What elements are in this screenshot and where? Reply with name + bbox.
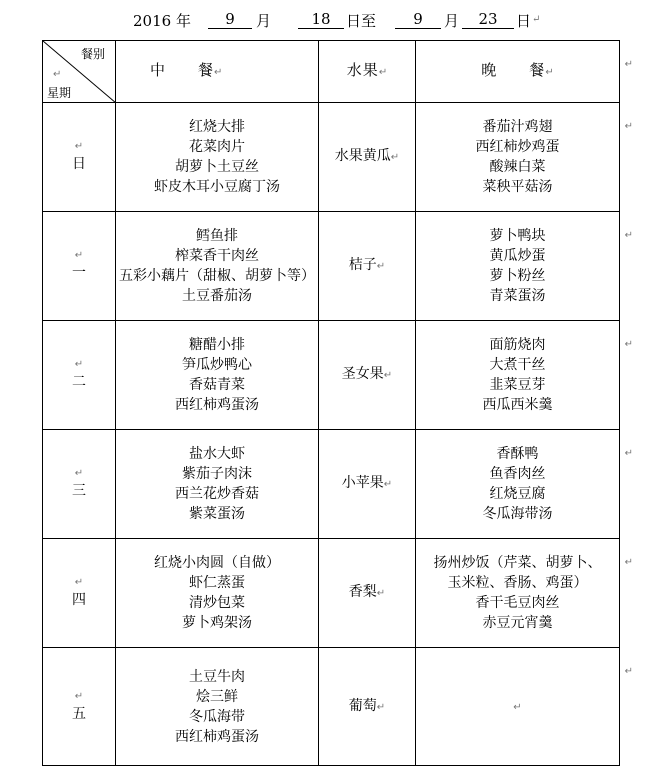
lunch-cell: [116, 212, 319, 321]
lunch-dish: 西兰花炒香菇: [175, 486, 259, 502]
corner-meal-label: 餐别: [80, 47, 105, 61]
row-end-mark-icon: ↵: [624, 339, 633, 350]
paragraph-mark-icon: ↵: [383, 370, 393, 381]
day-to-label: 日至: [346, 12, 377, 30]
corner-header-cell: [43, 41, 116, 103]
dinner-dish: 青菜蛋汤: [489, 288, 546, 304]
weekday-label: 五: [72, 705, 86, 722]
fruit-column-header: 水果↵: [319, 41, 416, 103]
dinner-dish: 萝卜鸭块: [489, 228, 546, 244]
end-month-label: 月: [444, 12, 460, 30]
lunch-cell: [116, 539, 319, 648]
end-month-value: 9: [395, 10, 441, 29]
lunch-dish: 花菜肉片: [189, 139, 245, 155]
weekday-label: 四: [72, 592, 86, 608]
dinner-column-header: 晚 餐↵ ↵: [416, 41, 620, 103]
dinner-dish: 香酥鸭: [496, 446, 539, 462]
table-row: [43, 430, 620, 539]
dinner-dish: 玉米粒、香肠、鸡蛋）: [447, 575, 588, 591]
lunch-dish: 鳕鱼排: [196, 228, 238, 244]
dinner-cell: [416, 103, 633, 212]
lunch-dish: 榨菜香干肉丝: [175, 248, 259, 264]
fruit-cell: [319, 430, 416, 539]
weekday-cell: ↵ 一: [43, 212, 116, 321]
weekday-cell: ↵ 三: [43, 430, 116, 539]
dinner-dish: 萝卜粉丝: [489, 268, 546, 284]
weekday-label: 三: [72, 483, 86, 499]
row-end-mark-icon: ↵: [624, 666, 633, 677]
dinner-cell: [416, 430, 633, 539]
weekday-cell: ↵ 二: [43, 321, 116, 430]
paragraph-mark-icon: ↵: [532, 14, 541, 25]
fruit-name: 圣女果: [341, 366, 384, 382]
dinner-dish: 西瓜西米羹: [482, 397, 553, 413]
lunch-cell: [116, 103, 319, 212]
dinner-dish: 酸辣白菜: [489, 159, 546, 175]
lunch-dish: 虾仁蒸蛋: [189, 575, 245, 591]
paragraph-mark-icon: ↵: [53, 69, 62, 80]
fruit-cell: [319, 103, 416, 212]
menu-title: [0, 6, 652, 32]
lunch-cell: [116, 321, 319, 430]
year-label: 2016 年: [133, 12, 191, 30]
paragraph-mark-icon: ↵: [383, 479, 393, 490]
weekday-cell: ↵ 五: [43, 648, 116, 766]
table-row: [43, 539, 620, 648]
lunch-dish: 土豆番茄汤: [182, 288, 252, 304]
fruit-name: 葡萄: [348, 697, 377, 714]
lunch-dish: 清炒包菜: [189, 595, 245, 611]
dinner-dish: 西红柿炒鸡蛋: [475, 139, 560, 155]
fruit-name: 桔子: [348, 257, 377, 273]
row-end-mark-icon: ↵: [624, 121, 633, 132]
lunch-column-header: 中 餐↵: [116, 41, 319, 103]
lunch-dish: 萝卜鸡架汤: [182, 615, 252, 631]
lunch-cell: [116, 430, 319, 539]
dinner-dish: 鱼香肉丝: [489, 466, 546, 482]
dinner-cell: [416, 539, 633, 648]
weekly-menu-table: [42, 40, 633, 766]
lunch-dish: 胡萝卜土豆丝: [175, 159, 259, 175]
day-label: 日: [516, 12, 532, 30]
table-row: [43, 103, 620, 212]
fruit-name: 小苹果: [341, 475, 384, 491]
lunch-dish: 香菇青菜: [189, 377, 245, 393]
row-end-mark-icon: ↵: [624, 230, 633, 241]
paragraph-mark-icon: ↵: [513, 701, 522, 713]
dinner-dish: 香干毛豆肉丝: [475, 595, 560, 611]
lunch-dish: 紫茄子肉沫: [182, 466, 252, 482]
paragraph-mark-icon: ↵: [376, 588, 386, 599]
paragraph-mark-icon: ↵: [376, 261, 386, 272]
end-day-value: 23: [462, 10, 514, 29]
start-day-value: 18: [298, 10, 344, 29]
lunch-dish: 五彩小藕片（甜椒、胡萝卜等）: [119, 268, 315, 284]
lunch-dish: 紫菜蛋汤: [189, 506, 245, 522]
lunch-dish: 红烧小肉圆（自做）: [154, 555, 280, 571]
row-end-mark-icon: ↵: [624, 59, 633, 70]
fruit-name: 香梨: [348, 584, 377, 600]
lunch-dish: 红烧大排: [189, 119, 245, 135]
row-end-mark-icon: ↵: [624, 448, 633, 459]
dinner-dish: 菜秧平菇汤: [482, 179, 553, 195]
weekday-cell: ↵ 四: [43, 539, 116, 648]
dinner-dish: 冬瓜海带汤: [482, 506, 553, 522]
row-end-mark-icon: ↵: [624, 557, 633, 568]
lunch-dish: 虾皮木耳小豆腐丁汤: [154, 179, 280, 195]
table-row: [43, 321, 620, 430]
fruit-cell: [319, 321, 416, 430]
dinner-dish: 扬州炒饭（芹菜、胡萝卜、: [433, 555, 602, 571]
fruit-name: 水果黄瓜: [334, 148, 391, 164]
weekday-label: 二: [72, 374, 86, 390]
lunch-dish: 土豆牛肉: [189, 668, 245, 685]
paragraph-mark-icon: ↵: [390, 152, 400, 163]
month-label: 月: [256, 12, 272, 30]
dinner-dish: 面筋烧肉: [489, 337, 546, 353]
weekday-cell: ↵ 日: [43, 103, 116, 212]
dinner-dish: 红烧豆腐: [489, 486, 546, 502]
dinner-dish: 番茄汁鸡翅: [482, 119, 553, 135]
lunch-dish: 西红柿鸡蛋汤: [175, 728, 259, 745]
lunch-dish: 西红柿鸡蛋汤: [175, 397, 259, 413]
dinner-dish: 黄瓜炒蛋: [489, 248, 546, 264]
dinner-dish: 赤豆元宵羹: [482, 615, 553, 631]
table-row: [43, 648, 620, 766]
lunch-cell: [116, 648, 319, 766]
lunch-dish: 糖醋小排: [189, 337, 245, 353]
weekday-label: 一: [72, 265, 86, 281]
dinner-cell: [416, 212, 633, 321]
dinner-cell: [416, 648, 633, 766]
dinner-dish: 韭菜豆芽: [489, 377, 546, 393]
fruit-cell: [319, 539, 416, 648]
corner-weekday-label: 星期: [47, 86, 72, 100]
lunch-dish: 笋瓜炒鸭心: [182, 357, 252, 373]
lunch-dish: 盐水大虾: [189, 446, 245, 462]
lunch-dish: 烩三鲜: [196, 688, 238, 705]
fruit-cell: [319, 212, 416, 321]
dinner-cell: [416, 321, 633, 430]
table-header-row: [43, 41, 620, 103]
lunch-dish: 冬瓜海带: [189, 708, 245, 725]
start-month-value: 9: [208, 10, 252, 29]
table-row: [43, 212, 620, 321]
weekday-label: 日: [72, 156, 86, 172]
fruit-cell: [319, 648, 416, 766]
dinner-dish: 大煮干丝: [489, 357, 546, 373]
paragraph-mark-icon: ↵: [376, 701, 386, 713]
